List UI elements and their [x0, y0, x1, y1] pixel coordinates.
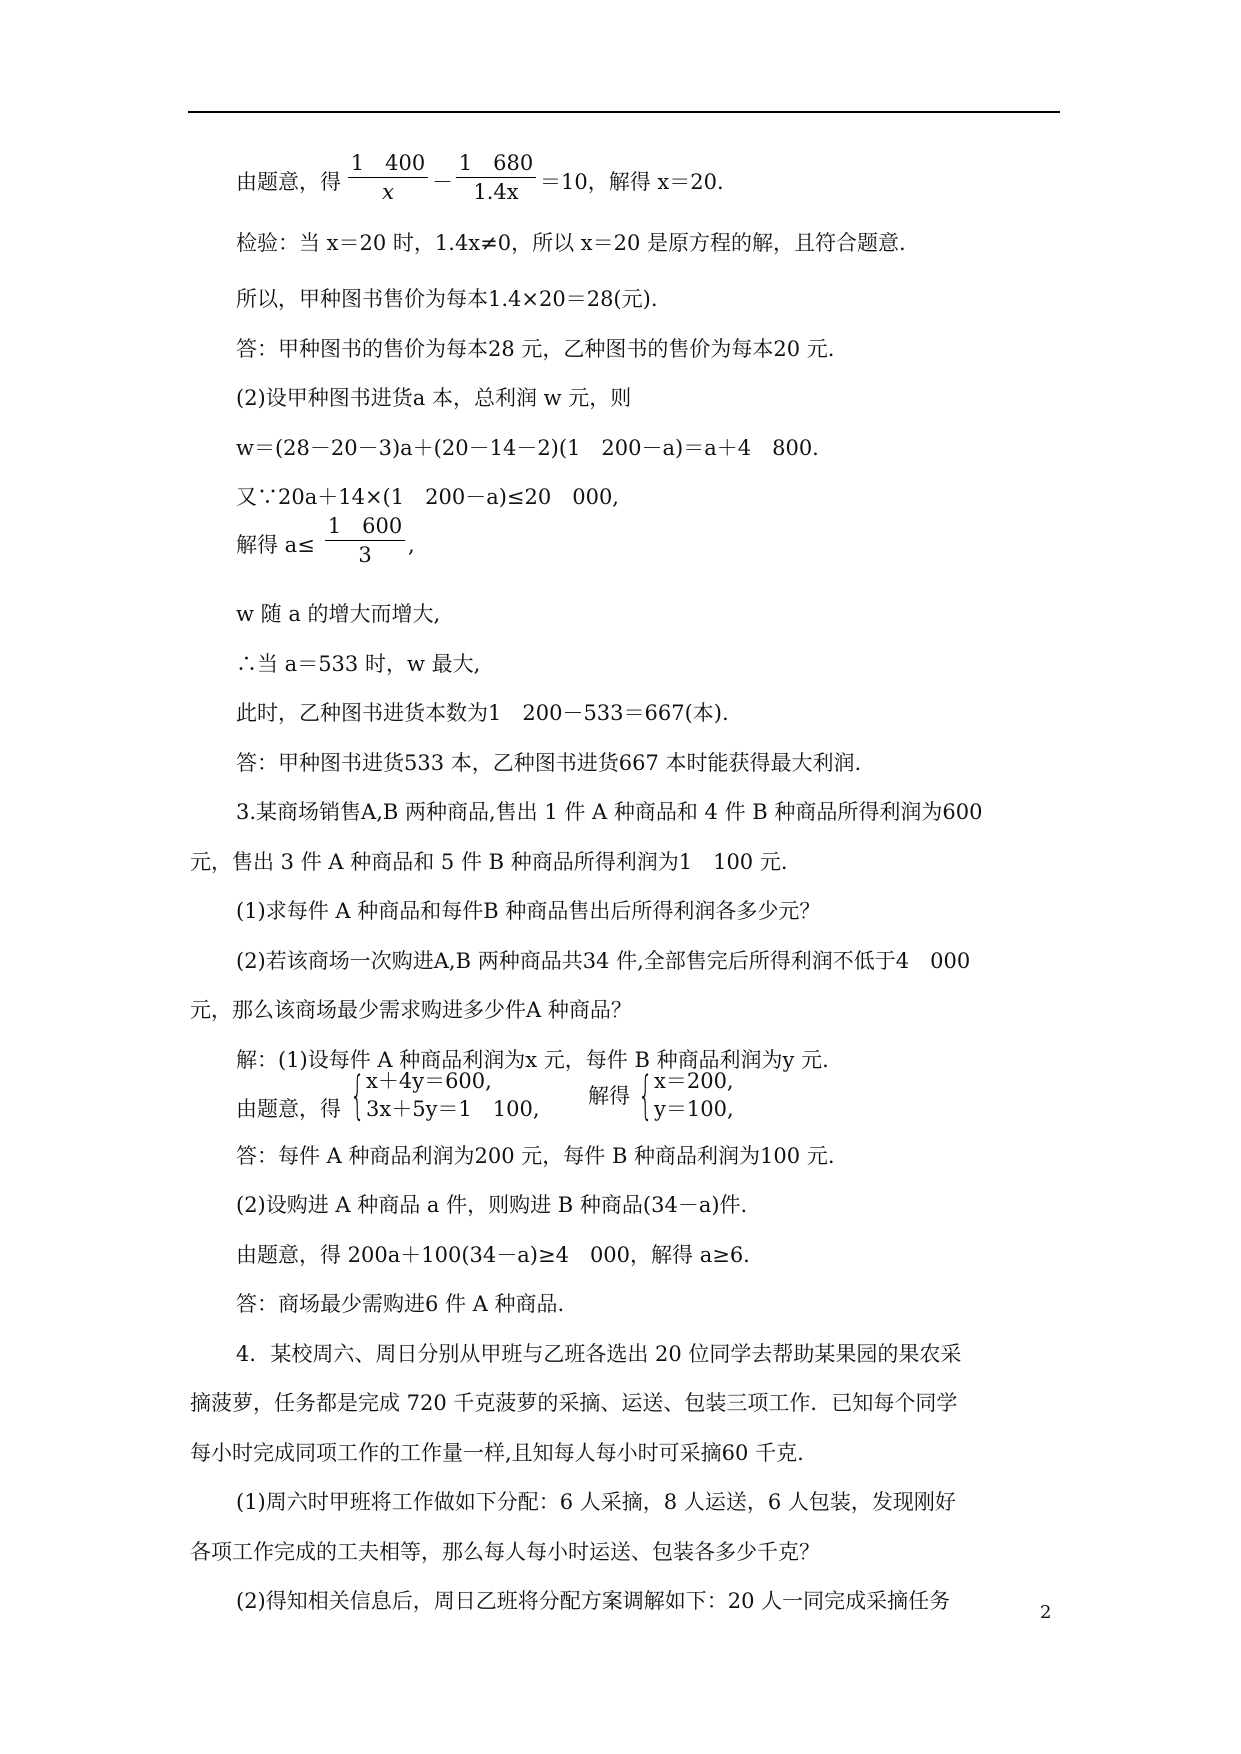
paragraph-line: 此时，乙种图书进货本数为1 200－533＝667(本). [236, 701, 729, 725]
paragraph-line: 由题意，得 200a＋100(34－a)≥4 000，解得 a≥6. [236, 1243, 750, 1267]
fraction-denominator: 1.4x [473, 180, 519, 204]
problem-3-question-2: (2)若该商场一次购进A,B 两种商品共34 件,全部售完后所得利润不低于4 000 [236, 949, 971, 973]
left-brace-icon: { [638, 1066, 653, 1126]
problem-3-line: 3.某商场销售A,B 两种商品,售出 1 件 A 种商品和 4 件 B 种商品所得利润为600 [236, 800, 983, 824]
fraction-bar [456, 177, 536, 178]
fraction-denominator: x [382, 180, 394, 204]
problem-4-question-1-cont: 各项工作完成的工夫相等，那么每人每小时运送、包装各多少千克？ [190, 1540, 820, 1564]
system-equation-2: 3x＋5y＝1 100, [366, 1097, 540, 1121]
paragraph-line: 检验：当 x＝20 时，1.4x≠0，所以 x＝20 是原方程的解，且符合题意. [236, 231, 906, 255]
problem-4-question-1: (1)周六时甲班将工作做如下分配：6 人采摘，8 人运送，6 人包装，发现刚好 [236, 1490, 956, 1514]
problem-4-question-2: (2)得知相关信息后，周日乙班将分配方案调解如下：20 人一同完成采摘任务 [236, 1589, 951, 1613]
equation-line [236, 168, 341, 196]
fraction-3 [325, 514, 405, 567]
paragraph-line: (2)设甲种图书进货a 本，总利润 w 元，则 [236, 386, 632, 410]
text-prefix: 解得 a≤ [236, 533, 315, 557]
paragraph-line: (2)设购进 A 种商品 a 件，则购进 B 种商品(34－a)件. [236, 1193, 748, 1217]
fraction-1 [348, 151, 428, 204]
fraction-numerator: 1 600 [327, 514, 403, 538]
paragraph-line: 所以，甲种图书售价为每本1.4×20＝28(元). [236, 287, 658, 311]
system-equation-1: x＋4y＝600, [366, 1069, 492, 1093]
text-prefix: 由题意，得 [236, 170, 341, 194]
problem-3-question-2-cont: 元，那么该商场最少需求购进多少件A 种商品？ [190, 998, 632, 1022]
page-number: 2 [1040, 1602, 1052, 1623]
left-brace-icon: { [350, 1066, 365, 1126]
fraction-bar [325, 540, 405, 541]
solution-line: 解：(1)设每件 A 种商品利润为x 元，每件 B 种商品利润为y 元. [236, 1048, 829, 1072]
paragraph-line: 答：每件 A 种商品利润为200 元，每件 B 种商品利润为100 元. [236, 1144, 835, 1168]
paragraph-line: ∴当 a＝533 时，w 最大, [236, 652, 481, 676]
inequality-line [236, 531, 315, 559]
header-rule [188, 111, 1060, 113]
solution-x: x＝200, [654, 1069, 734, 1093]
paragraph-line: 又∵20a＋14×(1 200－a)≤20 000, [236, 485, 619, 509]
problem-3-line: 元，售出 3 件 A 种商品和 5 件 B 种商品所得利润为1 100 元. [190, 850, 788, 874]
paragraph-line: 答：甲种图书进货533 本，乙种图书进货667 本时能获得最大利润. [236, 751, 862, 775]
paragraph-line: w 随 a 的增大而增大, [236, 602, 441, 626]
fraction-numerator: 1 680 [458, 151, 534, 175]
text-solved: 解得 [588, 1084, 630, 1108]
system-line [236, 1095, 341, 1123]
fraction-denominator: 3 [358, 543, 372, 567]
paragraph-line: 答：甲种图书的售价为每本28 元，乙种图书的售价为每本20 元. [236, 337, 835, 361]
fraction-numerator: 1 400 [350, 151, 426, 175]
paragraph-line: 答：商场最少需购进6 件 A 种商品. [236, 1292, 565, 1316]
problem-4-line: 4．某校周六、周日分别从甲班与乙班各选出 20 位同学去帮助某果园的果农采 [236, 1342, 962, 1366]
punctuation: , [408, 533, 415, 557]
solution-y: y＝100, [654, 1097, 734, 1121]
paragraph-line: w＝(28－20－3)a＋(20－14－2)(1 200－a)＝a＋4 800. [236, 436, 819, 460]
fraction-bar [348, 177, 428, 178]
fraction-2 [456, 151, 536, 204]
problem-3-question-1: (1)求每件 A 种商品和每件B 种商品售出后所得利润各多少元？ [236, 899, 821, 923]
equation-result: ＝10，解得 x＝20. [540, 170, 724, 194]
problem-4-line: 摘菠萝，任务都是完成 720 千克菠萝的采摘、运送、包装三项工作．已知每个同学 [190, 1391, 958, 1415]
minus-sign: － [432, 170, 453, 194]
text-prefix: 由题意，得 [236, 1097, 341, 1121]
problem-4-line: 每小时完成同项工作的工作量一样,且知每人每小时可采摘60 千克. [190, 1441, 804, 1465]
